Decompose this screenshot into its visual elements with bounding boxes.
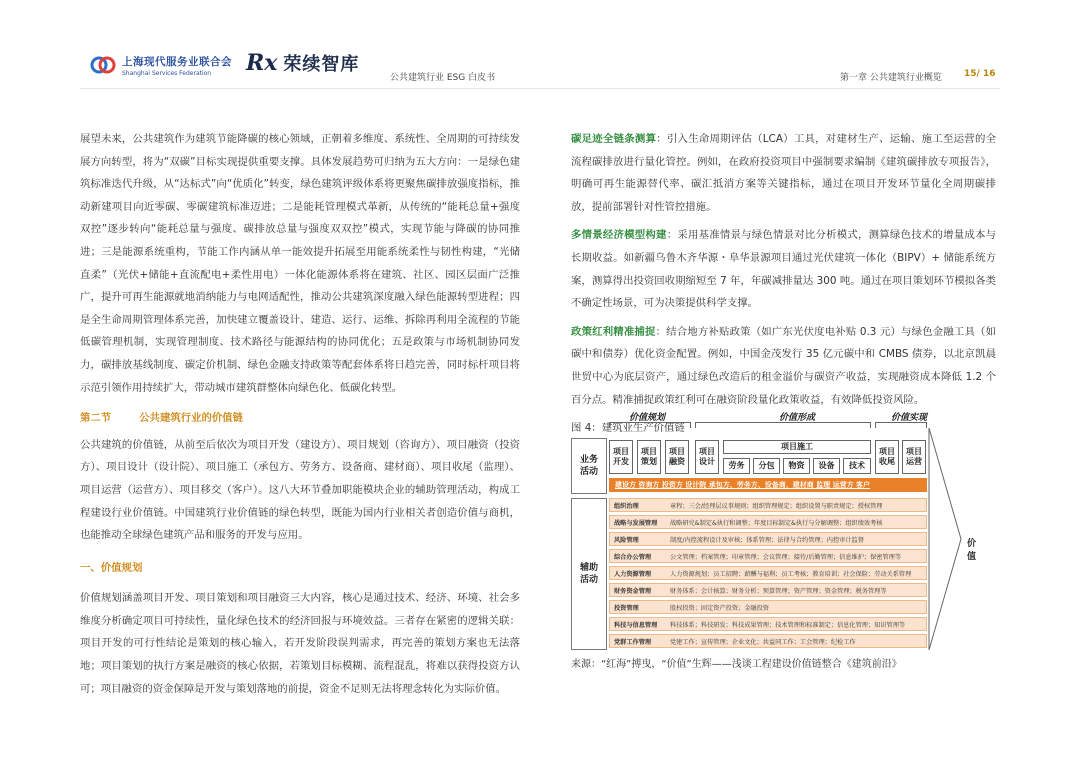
support-row xyxy=(609,532,927,546)
right-column xyxy=(571,128,996,440)
section-heading xyxy=(80,407,520,430)
support-row-content: 公文管理；档案管理；印章管理；会议管理；接待/后勤管理；信息维护；保密管理等 xyxy=(670,553,902,561)
economic-model-text: ：采用基准情景与绿色情景对比分析模式，测算绿色技术的增量成本与长期收益。如新疆乌鲁木齐华源・阜华景源项目通过光伏建筑一体化（BIPV）+ 储能系统方案，测算得出投资回收期缩短至 7 年，年碳减排量达 300 吨。通过在项目策划环节模拟各类不确定性场景，可为决策提供科学支撑。 xyxy=(571,229,997,310)
section-title: 公共建筑行业的价值链 xyxy=(139,412,244,425)
support-row-label: 综合办公管理 xyxy=(614,553,652,561)
construction-labor-box: 劳务 xyxy=(723,458,750,474)
project-operation-box: 项目 运营 xyxy=(902,440,926,474)
project-financing-box: 项目 融资 xyxy=(665,440,689,474)
support-row xyxy=(609,583,927,597)
construction-subcontract-box: 分包 xyxy=(753,458,780,474)
support-row-label: 科技与信息管理 xyxy=(614,621,658,629)
planning-brace xyxy=(609,422,691,428)
support-row-label: 组织治理 xyxy=(614,502,639,510)
support-row-content: 党建工作；宣传管理；企业文化；共益同工作；工会管理；纪检工作 xyxy=(670,638,856,646)
support-row xyxy=(609,549,927,563)
chapter-title: 第一章 公共建筑行业概览 xyxy=(840,73,942,83)
support-row-content: 制度/内控流程设计及审核；体系管理；法律与合约管理；内控审计监督 xyxy=(670,536,864,544)
support-row-label: 风险管理 xyxy=(614,536,639,544)
ssf-logo xyxy=(90,52,232,78)
figure-caption: 图 4：建筑业生产价值链 xyxy=(571,422,685,435)
carbon-footprint-text: ：引入生命周期评估（LCA）工具，对建材生产、运输、施工至运营的全流程碳排放进行量化管控。例如，在政府投资项目中强制要求编制《建筑碳排放专项报告》，明确可再生能源替代率、碳汇抵消方案等关键指标，通过在项目开发环节量化全周期碳排放，提前部署针对性管控措施。 xyxy=(571,133,996,213)
support-row xyxy=(609,617,927,631)
left-column xyxy=(80,128,520,700)
support-row-content: 章程；三会/经理层议事规则；组织管理规定；组织设置与职责规定；授权管理 xyxy=(670,502,883,510)
project-closing-box: 项目 收尾 xyxy=(875,440,899,474)
economic-model-label: 多情景经济模型构建 xyxy=(571,229,667,242)
section-number: 第二节 xyxy=(80,412,112,425)
policy-dividend-label: 政策红利精准捕捉 xyxy=(571,325,656,338)
project-construction-box: 项目施工 xyxy=(723,440,871,454)
support-row-label: 人力资源管理 xyxy=(614,570,652,578)
value-label: 价值 xyxy=(967,539,977,562)
document-title: 公共建筑行业 ESG 白皮书 xyxy=(390,73,496,83)
formation-brace xyxy=(695,422,871,428)
ssf-logo-icon xyxy=(90,52,116,78)
value-realization-label: 价值实现 xyxy=(891,413,928,423)
support-activity-text: 辅助 活动 xyxy=(579,563,598,585)
construction-technology-box: 技术 xyxy=(843,458,871,474)
support-row-label: 投资管理 xyxy=(614,604,639,612)
project-planning-box: 项目 策划 xyxy=(637,440,661,474)
support-row-content: 科技体系；科技研发；科技成果管理；技术管理和标准制定；信息化管理；知识管理等 xyxy=(670,621,906,629)
support-row-content: 战略研究&制定&执行和调整；年度目标制定&执行与分解调整；组织绩效考核 xyxy=(670,519,883,527)
subsection-heading: 一、价值规划 xyxy=(80,561,143,574)
rx-logo-mark: Rx xyxy=(246,50,278,76)
support-row xyxy=(609,498,927,512)
support-row-label: 财务资金管理 xyxy=(614,587,652,595)
policy-dividend-text: ：结合地方补贴政策（如广东光伏度电补贴 0.3 元）与绿色金融工具（如碳中和债券）优化资金配置。例如，中国金茂发行 35 亿元碳中和 CMBS 债券，以北京凯晨世贸中心为底层资产，通过绿色改造后的租金溢价与碳资产收益，实现融资成本降低 1.2 个百分点。精准捕捉政策红利可在融资阶段量化政策收益，有效降低投资风险。 xyxy=(571,325,997,406)
construction-equipment-box: 设备 xyxy=(813,458,840,474)
ssf-name: 上海现代服务业联合会 xyxy=(122,55,232,68)
support-row xyxy=(609,515,927,529)
figure-source: 来源：“红海”搏曳，“价值”生辉——浅谈工程建设价值链整合《建筑前沿》 xyxy=(571,659,902,670)
subsection-paragraph: 价值规划涵盖项目开发、项目策划和项目融资三大内容，核心是通过技术、经济、环境、社会多维度分析确定项目可持续性，量化绿色技术的经济回报与环境效益。三者存在紧密的逻辑关联：项目开发的可行性结论是策划的核心输入，若开发阶段误判需求，再完善的策划方案也无法落地；项目策划的执行方案是融资的核心依据，若策划目标模糊、流程混乱，将难以获得投资方认可；项目融资的资金保障是开发与策划落地的前提，资金不足则无法将理念转化为实际价值。 xyxy=(80,592,520,695)
support-row-content: 人力资源规划；员工招聘；薪酬与福利；员工考核；教育培训；社会保险；劳动关系管理 xyxy=(670,570,912,578)
construction-material-box: 物资 xyxy=(783,458,810,474)
carbon-footprint-label: 碳足迹全链条测算 xyxy=(571,133,657,145)
business-activity-label xyxy=(571,438,607,494)
support-row-content: 财务体系；会计核算；财务分析；预算管理；资产管理；资金管理；税务管理等 xyxy=(670,587,887,595)
value-chain-diagram xyxy=(571,410,977,650)
support-row xyxy=(609,600,927,614)
header-divider xyxy=(80,88,1000,89)
economic-model-paragraph xyxy=(571,224,996,314)
support-row-label: 党群工作管理 xyxy=(614,638,652,646)
support-row xyxy=(609,566,927,580)
business-activity-text: 业务 活动 xyxy=(579,455,598,477)
intro-paragraph: 展望未来，公共建筑作为建筑节能降碳的核心领域，正朝着多维度、系统性、全周期的可持续发展方向转型，将为“双碳”目标实现提供重要支撑。具体发展趋势可归纳为五大方向：一是绿色建筑标准迭代升级，从“达标式”向“优质化”转变，绿色建筑评级体系将更聚焦碳排放强度指标，推动新建项目向近零碳、零碳建筑标准迈进；二是能耗管理模式革新，从传统的“能耗总量+强度双控”逐步转向“能耗总量与强度、碳排放总量与强度双双控”模式，实现节能与降碳的协同推进；三是能源系统重构，节能工作内涵从单一能效提升拓展至用能系统柔性与韧性构建，“光储直柔”（光伏+储能+直流配电+柔性用电）一体化能源体系将在建筑、社区、园区层面广泛推广，提升可再生能源就地消纳能力与电网适配性，推动公共建筑深度融入绿色能源转型进程；四是全生命周期管理体系完善，加快建立覆盖设计、建造、运行、运维、拆除再利用全流程的节能低碳管理机制，实现管理制度、技术路径与能源结构的协同优化；五是政策与市场机制协同发力，碳排放基线制度、碳定价机制、绿色金融支持政策等配套体系将日趋完善，同时标杆项目将示范引领作用持续扩大，带动城市建筑群整体向绿色化、低碳化转型。 xyxy=(80,133,520,394)
support-activity-label xyxy=(571,498,607,650)
value-planning-label: 价值规划 xyxy=(629,413,666,423)
stakeholder-bar-text: 建设方 咨询方 投资方 设计院 承包方、劳务方、设备商、建材商 监理 运营方 客户 xyxy=(615,481,871,489)
support-row-label: 战略与发展管理 xyxy=(614,519,658,527)
page-header xyxy=(0,0,1080,100)
policy-dividend-paragraph xyxy=(571,321,996,411)
carbon-footprint-paragraph xyxy=(571,128,996,218)
section-paragraph: 公共建筑的价值链，从前至后依次为项目开发（建设方）、项目规划（咨询方）、项目融资（投资方）、项目设计（设计院）、项目施工（承包方、劳务方、设备商、建材商）、项目收尾（监理）、项目运营（运营方）、项目移交（客户）。这八大环节叠加职能模块企业的辅助管理活动，构成工程建设行业价值链。中国建筑行业价值链的绿色转型，既能为国内行业相关者创造价值与商机，也能推动全球绿色建筑产品和服务的开发与应用。 xyxy=(80,438,520,542)
stakeholder-bar xyxy=(609,478,927,492)
value-formation-label: 价值形成 xyxy=(779,413,816,423)
rx-logo xyxy=(246,50,359,76)
support-row xyxy=(609,634,927,648)
rx-logo-name: 荣续智库 xyxy=(283,54,360,75)
value-arrow-icon xyxy=(927,428,963,650)
realization-brace xyxy=(875,422,927,428)
ssf-subname: Shanghai Services Federation xyxy=(122,69,212,77)
support-row-content: 股权投资；固定资产投资；金融投资 xyxy=(670,604,769,612)
project-design-box: 项目 设计 xyxy=(695,440,719,474)
page-number: 15/ 16 xyxy=(964,69,996,79)
project-development-box: 项目 开发 xyxy=(609,440,633,474)
